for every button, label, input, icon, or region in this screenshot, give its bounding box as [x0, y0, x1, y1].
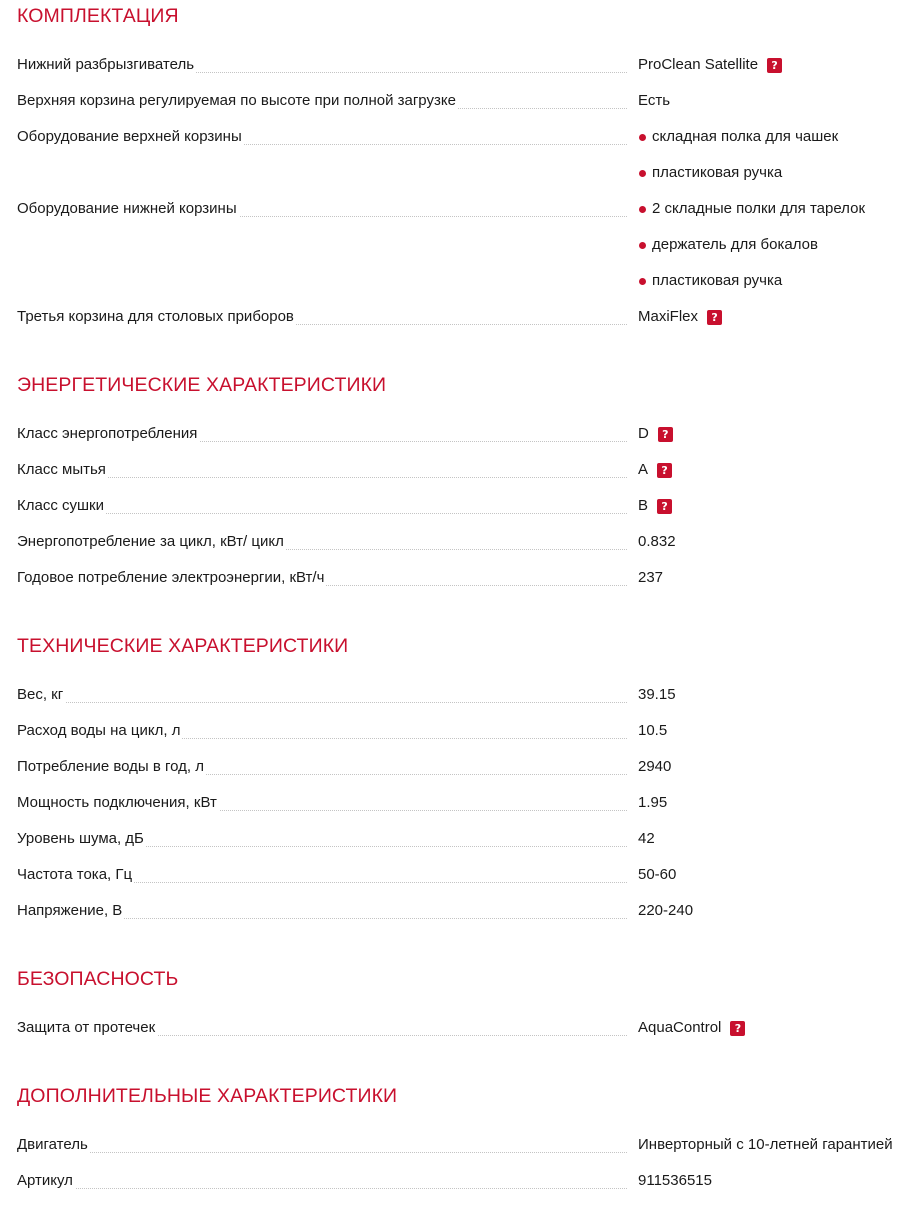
spec-value [638, 235, 818, 255]
spec-value [638, 199, 865, 219]
section-title: ЭНЕРГЕТИЧЕСКИЕ ХАРАКТЕРИСТИКИ [17, 374, 387, 396]
spec-value [638, 307, 722, 327]
spec-label: Класс энергопотребления [17, 425, 198, 442]
spec-value [638, 532, 676, 552]
spec-label: Третья корзина для столовых приборов [17, 308, 294, 325]
spec-value [638, 568, 663, 588]
spec-value-text: 0.832 [638, 533, 676, 550]
spec-value-text: 2940 [638, 758, 672, 775]
spec-row-lower-spray-arm [17, 47, 910, 83]
spec-row-frequency [17, 857, 910, 893]
spec-value-text: B [638, 497, 649, 514]
spec-label: Класс мытья [17, 461, 106, 478]
spec-row-voltage [17, 893, 910, 929]
spec-value [638, 163, 782, 183]
spec-value [638, 901, 693, 921]
spec-label: Двигатель [17, 1136, 88, 1153]
spec-value [638, 1135, 893, 1155]
spec-row-leak-protection [17, 1010, 910, 1046]
spec-label: Нижний разбрызгиватель [17, 56, 195, 73]
help-icon[interactable]: ? [657, 499, 672, 514]
spec-label: Уровень шума, дБ [17, 830, 144, 847]
spec-value-text: 911536515 [638, 1172, 712, 1189]
bullet-icon [639, 170, 646, 177]
spec-value [638, 424, 673, 444]
bullet-icon [639, 206, 646, 213]
spec-value [638, 1018, 745, 1038]
spec-label: Мощность подключения, кВт [17, 794, 217, 811]
spec-row-drying-class [17, 488, 910, 524]
spec-value-text: держатель для бокалов [652, 236, 818, 253]
spec-row-power [17, 785, 910, 821]
spec-value-text: пластиковая ручка [652, 164, 783, 181]
bullet-icon [639, 278, 646, 285]
spec-value [638, 460, 672, 480]
spec-label: Верхняя корзина регулируемая по высоте при полной загрузке [17, 92, 456, 109]
section-title: КОМПЛЕКТАЦИЯ [17, 5, 179, 27]
spec-value-text: 220-240 [638, 902, 694, 919]
spec-value [638, 829, 655, 849]
spec-value-text: складная полка для чашек [652, 128, 839, 145]
spec-value [638, 1171, 712, 1191]
spec-value-text: 1.95 [638, 794, 668, 811]
dotted-leader [17, 1152, 627, 1153]
spec-row-article [17, 1163, 910, 1199]
spec-row-continuation [17, 227, 910, 263]
spec-value-text: Есть [638, 92, 671, 109]
bullet-icon [639, 242, 646, 249]
spec-value-text: A [638, 461, 649, 478]
dotted-leader [17, 702, 627, 703]
help-icon[interactable]: ? [767, 58, 782, 73]
spec-row-annual-energy [17, 560, 910, 596]
spec-label: Класс сушки [17, 497, 104, 514]
spec-value [638, 127, 838, 147]
help-icon[interactable]: ? [730, 1021, 745, 1036]
spec-row-weight [17, 677, 910, 713]
spec-label: Напряжение, В [17, 902, 123, 919]
spec-label: Оборудование верхней корзины [17, 128, 242, 145]
spec-label: Частота тока, Гц [17, 866, 133, 883]
spec-label: Защита от протечек [17, 1019, 156, 1036]
dotted-leader [17, 513, 627, 514]
help-icon[interactable]: ? [658, 427, 673, 442]
spec-value [638, 91, 670, 111]
spec-row-energy-per-cycle [17, 524, 910, 560]
spec-row-continuation [17, 155, 910, 191]
spec-value [638, 496, 672, 516]
spec-value [638, 757, 671, 777]
spec-row-motor [17, 1127, 910, 1163]
spec-row-continuation [17, 263, 910, 299]
spec-label: Расход воды на цикл, л [17, 722, 181, 739]
spec-value-text: AquaControl [638, 1019, 722, 1036]
spec-value-text: Инверторный с 10-летней гарантией [638, 1136, 893, 1153]
section-title: БЕЗОПАСНОСТЬ [17, 968, 179, 990]
spec-value-text: MaxiFlex [638, 308, 699, 325]
spec-value [638, 865, 676, 885]
spec-row-water-per-year [17, 749, 910, 785]
bullet-icon [639, 134, 646, 141]
spec-label: Оборудование нижней корзины [17, 200, 237, 217]
help-icon[interactable]: ? [707, 310, 722, 325]
spec-value-text: 39.15 [638, 686, 676, 703]
spec-value-text: 237 [638, 569, 664, 586]
spec-label: Потребление воды в год, л [17, 758, 205, 775]
spec-value [638, 55, 782, 75]
spec-row-energy-class [17, 416, 910, 452]
spec-value-text: 42 [638, 830, 655, 847]
spec-label: Энергопотребление за цикл, кВт/ цикл [17, 533, 284, 550]
spec-value [638, 793, 667, 813]
spec-row-upper-basket-adjustable [17, 83, 910, 119]
spec-row-noise [17, 821, 910, 857]
spec-row-lower-basket-equipment [17, 191, 910, 227]
help-icon[interactable]: ? [657, 463, 672, 478]
dotted-leader [17, 1188, 627, 1189]
spec-label: Годовое потребление электроэнергии, кВт/ч [17, 569, 325, 586]
spec-row-washing-class [17, 452, 910, 488]
section-title: ТЕХНИЧЕСКИЕ ХАРАКТЕРИСТИКИ [17, 635, 349, 657]
spec-label: Вес, кг [17, 686, 64, 703]
spec-row-water-per-cycle [17, 713, 910, 749]
spec-value [638, 721, 667, 741]
spec-label: Артикул [17, 1172, 73, 1189]
section-title: ДОПОЛНИТЕЛЬНЫЕ ХАРАКТЕРИСТИКИ [17, 1085, 398, 1107]
spec-row-cutlery-basket [17, 299, 910, 335]
spec-value-text: 10.5 [638, 722, 668, 739]
dotted-leader [17, 477, 627, 478]
spec-value-text: 2 складные полки для тарелок [652, 200, 866, 217]
spec-value-text: пластиковая ручка [652, 272, 783, 289]
spec-value-text: D [638, 425, 649, 442]
spec-value [638, 271, 782, 291]
spec-value-text: 50-60 [638, 866, 677, 883]
spec-row-upper-basket-equipment [17, 119, 910, 155]
spec-value-text: ProClean Satellite [638, 56, 759, 73]
spec-value [638, 685, 676, 705]
